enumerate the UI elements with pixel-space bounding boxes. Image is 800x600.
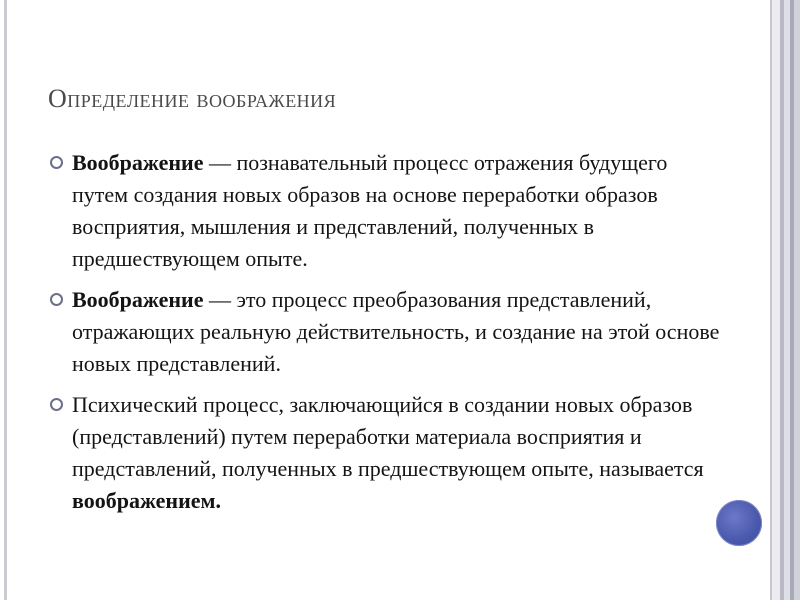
ring-bullet-icon — [50, 156, 63, 169]
circle-decoration-icon — [716, 500, 762, 546]
bullet-list — [48, 147, 728, 526]
bullet-term: воображением. — [72, 488, 221, 513]
bullet-text: — познавательный процесс отражения будущего путем создания новых образов на основе переработки образов восприятия, мышления и представлений, полученных в предшествующем опыте. — [72, 150, 668, 271]
bullet-term: Воображение — [72, 287, 204, 312]
bullet-item-1 — [48, 147, 728, 275]
bullet-text: — это процесс преобразования представлений, отражающих реальную действительность, и создание на этой основе новых представлений. — [72, 287, 720, 376]
slide-left-border — [4, 0, 7, 600]
slide-title: Определение воображения — [48, 84, 337, 113]
ring-bullet-icon — [50, 398, 63, 411]
slide-right-decoration — [768, 0, 800, 600]
bullet-term: Воображение — [72, 150, 204, 175]
bullet-item-2 — [48, 284, 728, 380]
ring-bullet-icon — [50, 293, 63, 306]
bullet-text: Психический процесс, заключающийся в создании новых образов (представлений) путем переработки материала восприятия и представлений, полученных в предшествующем опыте, называется — [72, 392, 704, 481]
bullet-item-3 — [48, 389, 728, 517]
